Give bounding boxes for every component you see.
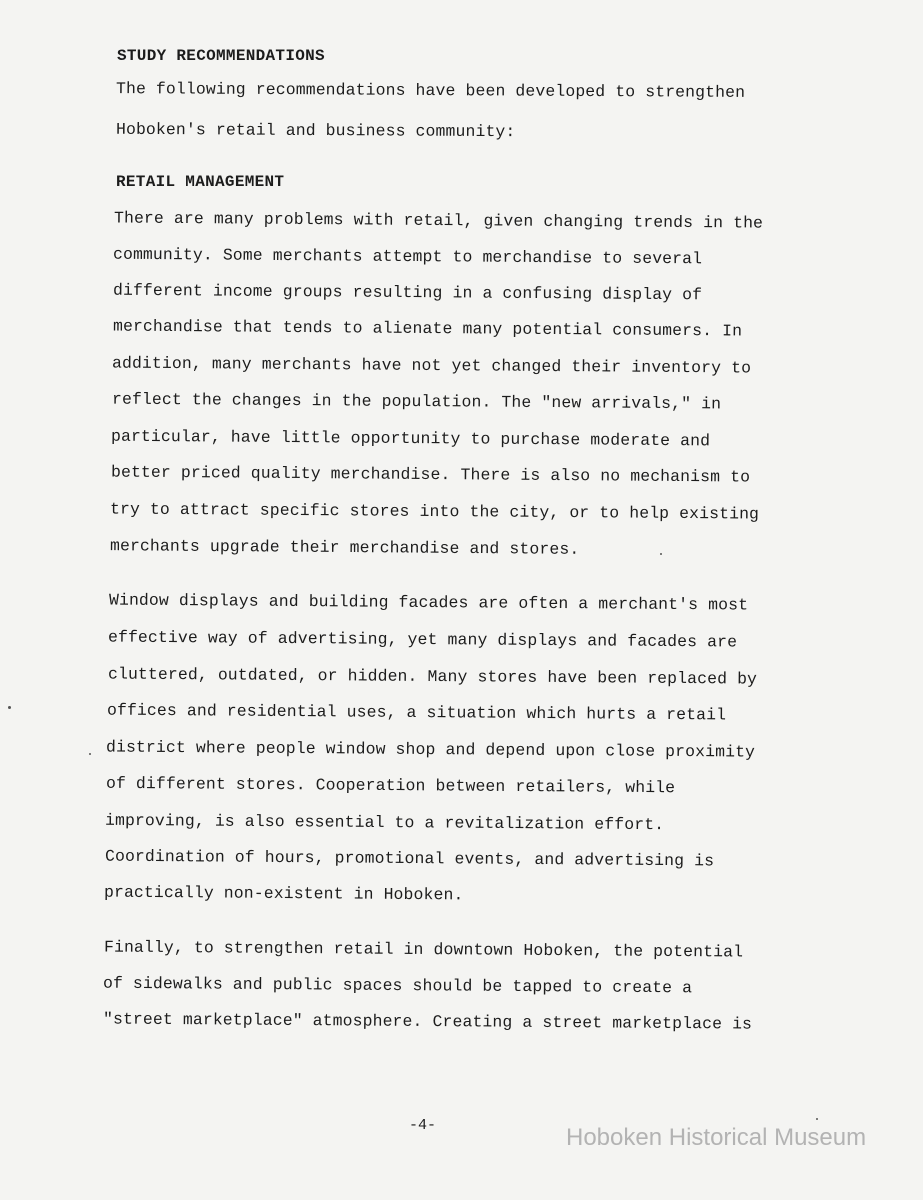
text-line: Window displays and building facades are often a merchant's most: [108, 590, 749, 615]
text-line: merchandise that tends to alienate many potential consumers. In: [112, 316, 743, 341]
text-line: reflect the changes in the population. The "new arrivals," in: [111, 389, 722, 414]
text-line: better priced quality merchandise. There is also no mechanism to: [110, 462, 751, 487]
intro-line: The following recommendations have been developed to strengthen: [115, 79, 746, 102]
text-line: There are many problems with retail, given changing trends in the: [113, 208, 764, 233]
text-line: effective way of advertising, yet many displays and facades are: [107, 627, 738, 652]
text-line: community. Some merchants attempt to merchandise to several: [112, 244, 703, 269]
text-line: Coordination of hours, promotional events, and advertising is: [104, 846, 715, 871]
text-line: of different stores. Cooperation between retailers, while: [105, 773, 676, 798]
heading-study-recommendations: STUDY RECOMMENDATIONS: [117, 47, 325, 65]
text-line: improving, is also essential to a revitalization effort.: [104, 810, 665, 835]
text-line: offices and residential uses, a situation which hurts a retail: [106, 700, 727, 725]
text-line: practically non-existent in Hoboken.: [103, 882, 464, 905]
intro-line: Hoboken's retail and business community:: [115, 119, 516, 142]
text-line: cluttered, outdated, or hidden. Many stores have been replaced by: [107, 664, 758, 689]
page-number: -4-: [409, 1117, 437, 1134]
scan-speck: [816, 1118, 818, 1120]
text-line: Finally, to strengthen retail in downtown Hoboken, the potential: [103, 937, 744, 962]
text-line: district where people window shop and depend upon close proximity: [105, 737, 756, 762]
text-line: merchants upgrade their merchandise and stores.: [109, 536, 580, 559]
text-line: "street marketplace" atmosphere. Creating a street marketplace is: [102, 1009, 753, 1034]
scan-speck: [660, 553, 662, 555]
text-line: particular, have little opportunity to purchase moderate and: [110, 426, 711, 451]
text-line: addition, many merchants have not yet changed their inventory to: [111, 353, 752, 378]
text-line: of sidewalks and public spaces should be tapped to create a: [102, 973, 693, 998]
scan-speck: [8, 706, 11, 709]
heading-retail-management: RETAIL MANAGEMENT: [116, 173, 285, 191]
scan-speck: [89, 753, 91, 755]
text-line: try to attract specific stores into the city, or to help existing: [109, 499, 760, 524]
text-line: different income groups resulting in a confusing display of: [112, 280, 703, 305]
museum-watermark: Hoboken Historical Museum: [566, 1124, 867, 1151]
